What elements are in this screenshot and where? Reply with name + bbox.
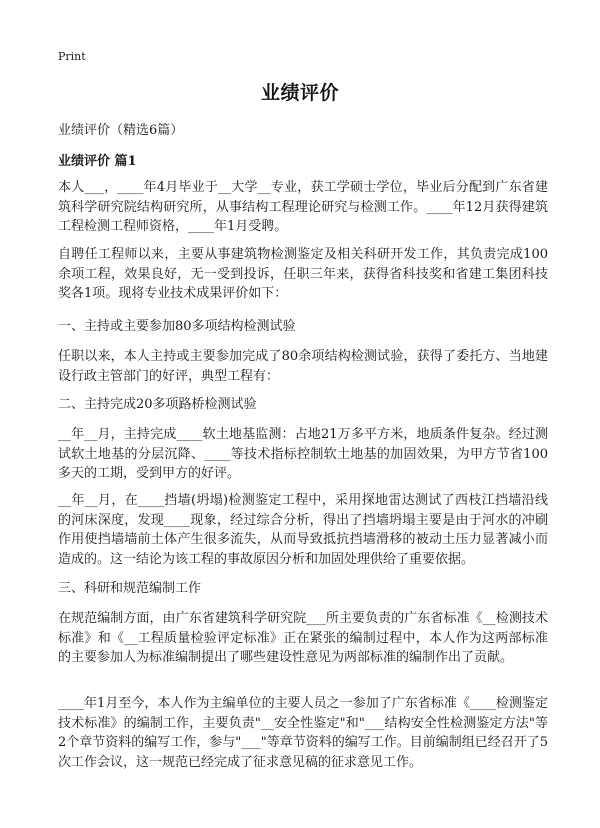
paragraph-summary: 自聘任工程师以来，主要从事建筑物检测鉴定及相关科研开发工作，其负责完成100余项工程，效果良好，无一受到投诉，任职三年来，获得省科技奖和省建工集团科技奖各1项。现将专业技术成果评价如下： [58,247,548,301]
paragraph-section-1: 任职以来，本人主持或主要参加完成了80余项结构检测试验，获得了委托方、当地建设行政主管部门的好评，典型工程有： [58,349,548,384]
paragraph-editing-work: ____年1月至今，本人作为主编单位的主要人员之一参加了广东省标准《____检测鉴定技术标准》的编制工作，主要负责"__安全性鉴定"和"___结构安全性检测鉴定方法"等2个章节资料的编写工作，参与"___"等章节资料的编写工作。目前编制组已经召开了5次工作会议，这一规范已经完成了征求意见稿的征求意见工作。 [58,696,549,770]
paragraph-standards: 在规范编制方面，由广东省建筑科学研究院___所主要负责的广东省标准《__检测技术标准》和《__工程质量检验评定标准》正在紧张的编制过程中，本人作为这两部标准的主要参加人为标准编制提出了哪些建设性意见为两部标准的编制作出了贡献。 [58,611,548,665]
piece-title: 业绩评价 篇1 [58,154,137,169]
section-heading-2: 二、主持完成20多项路桥检测试验 [58,397,257,412]
document-subtitle: 业绩评价（精选6篇） [58,123,184,138]
page-title: 业绩评价 [260,82,339,104]
paragraph-soft-soil: __年__月，主持完成____软土地基监测：占地21万多平方米，地质条件复杂。经过测试软土地基的分层沉降、____等技术指标控制软土地基的加固效果，为甲方节省100多天的工期，受到甲方的好评。 [58,427,548,481]
section-heading-3: 三、科研和规范编制工作 [58,581,202,596]
paragraph-retaining-wall: __年__月，在____挡墙(坍塌)检测鉴定工程中，采用探地雷达测试了西枝江挡墙沿线的河床深度，发现____现象，经过综合分析，得出了挡墙坍塌主要是由于河水的冲刷作用使挡墙墙前土体产生很多流失，从而导致抵抗挡墙滑移的被动土压力显著减小而造成的。这一结论为该工程的事故原因分析和加固处理供给了重要依据。 [58,493,548,567]
print-link[interactable]: Print [58,50,86,63]
paragraph-intro: 本人___，____年4月毕业于__大学__专业，获工学硕士学位，毕业后分配到广东省建筑科学研究院结构研究所，从事结构工程理论研究与检测工作。____年12月获得建筑工程检测工程师资格，____年1月受聘。 [58,180,548,234]
section-heading-1: 一、主持或主要参加80多项结构检测试验 [58,319,296,334]
